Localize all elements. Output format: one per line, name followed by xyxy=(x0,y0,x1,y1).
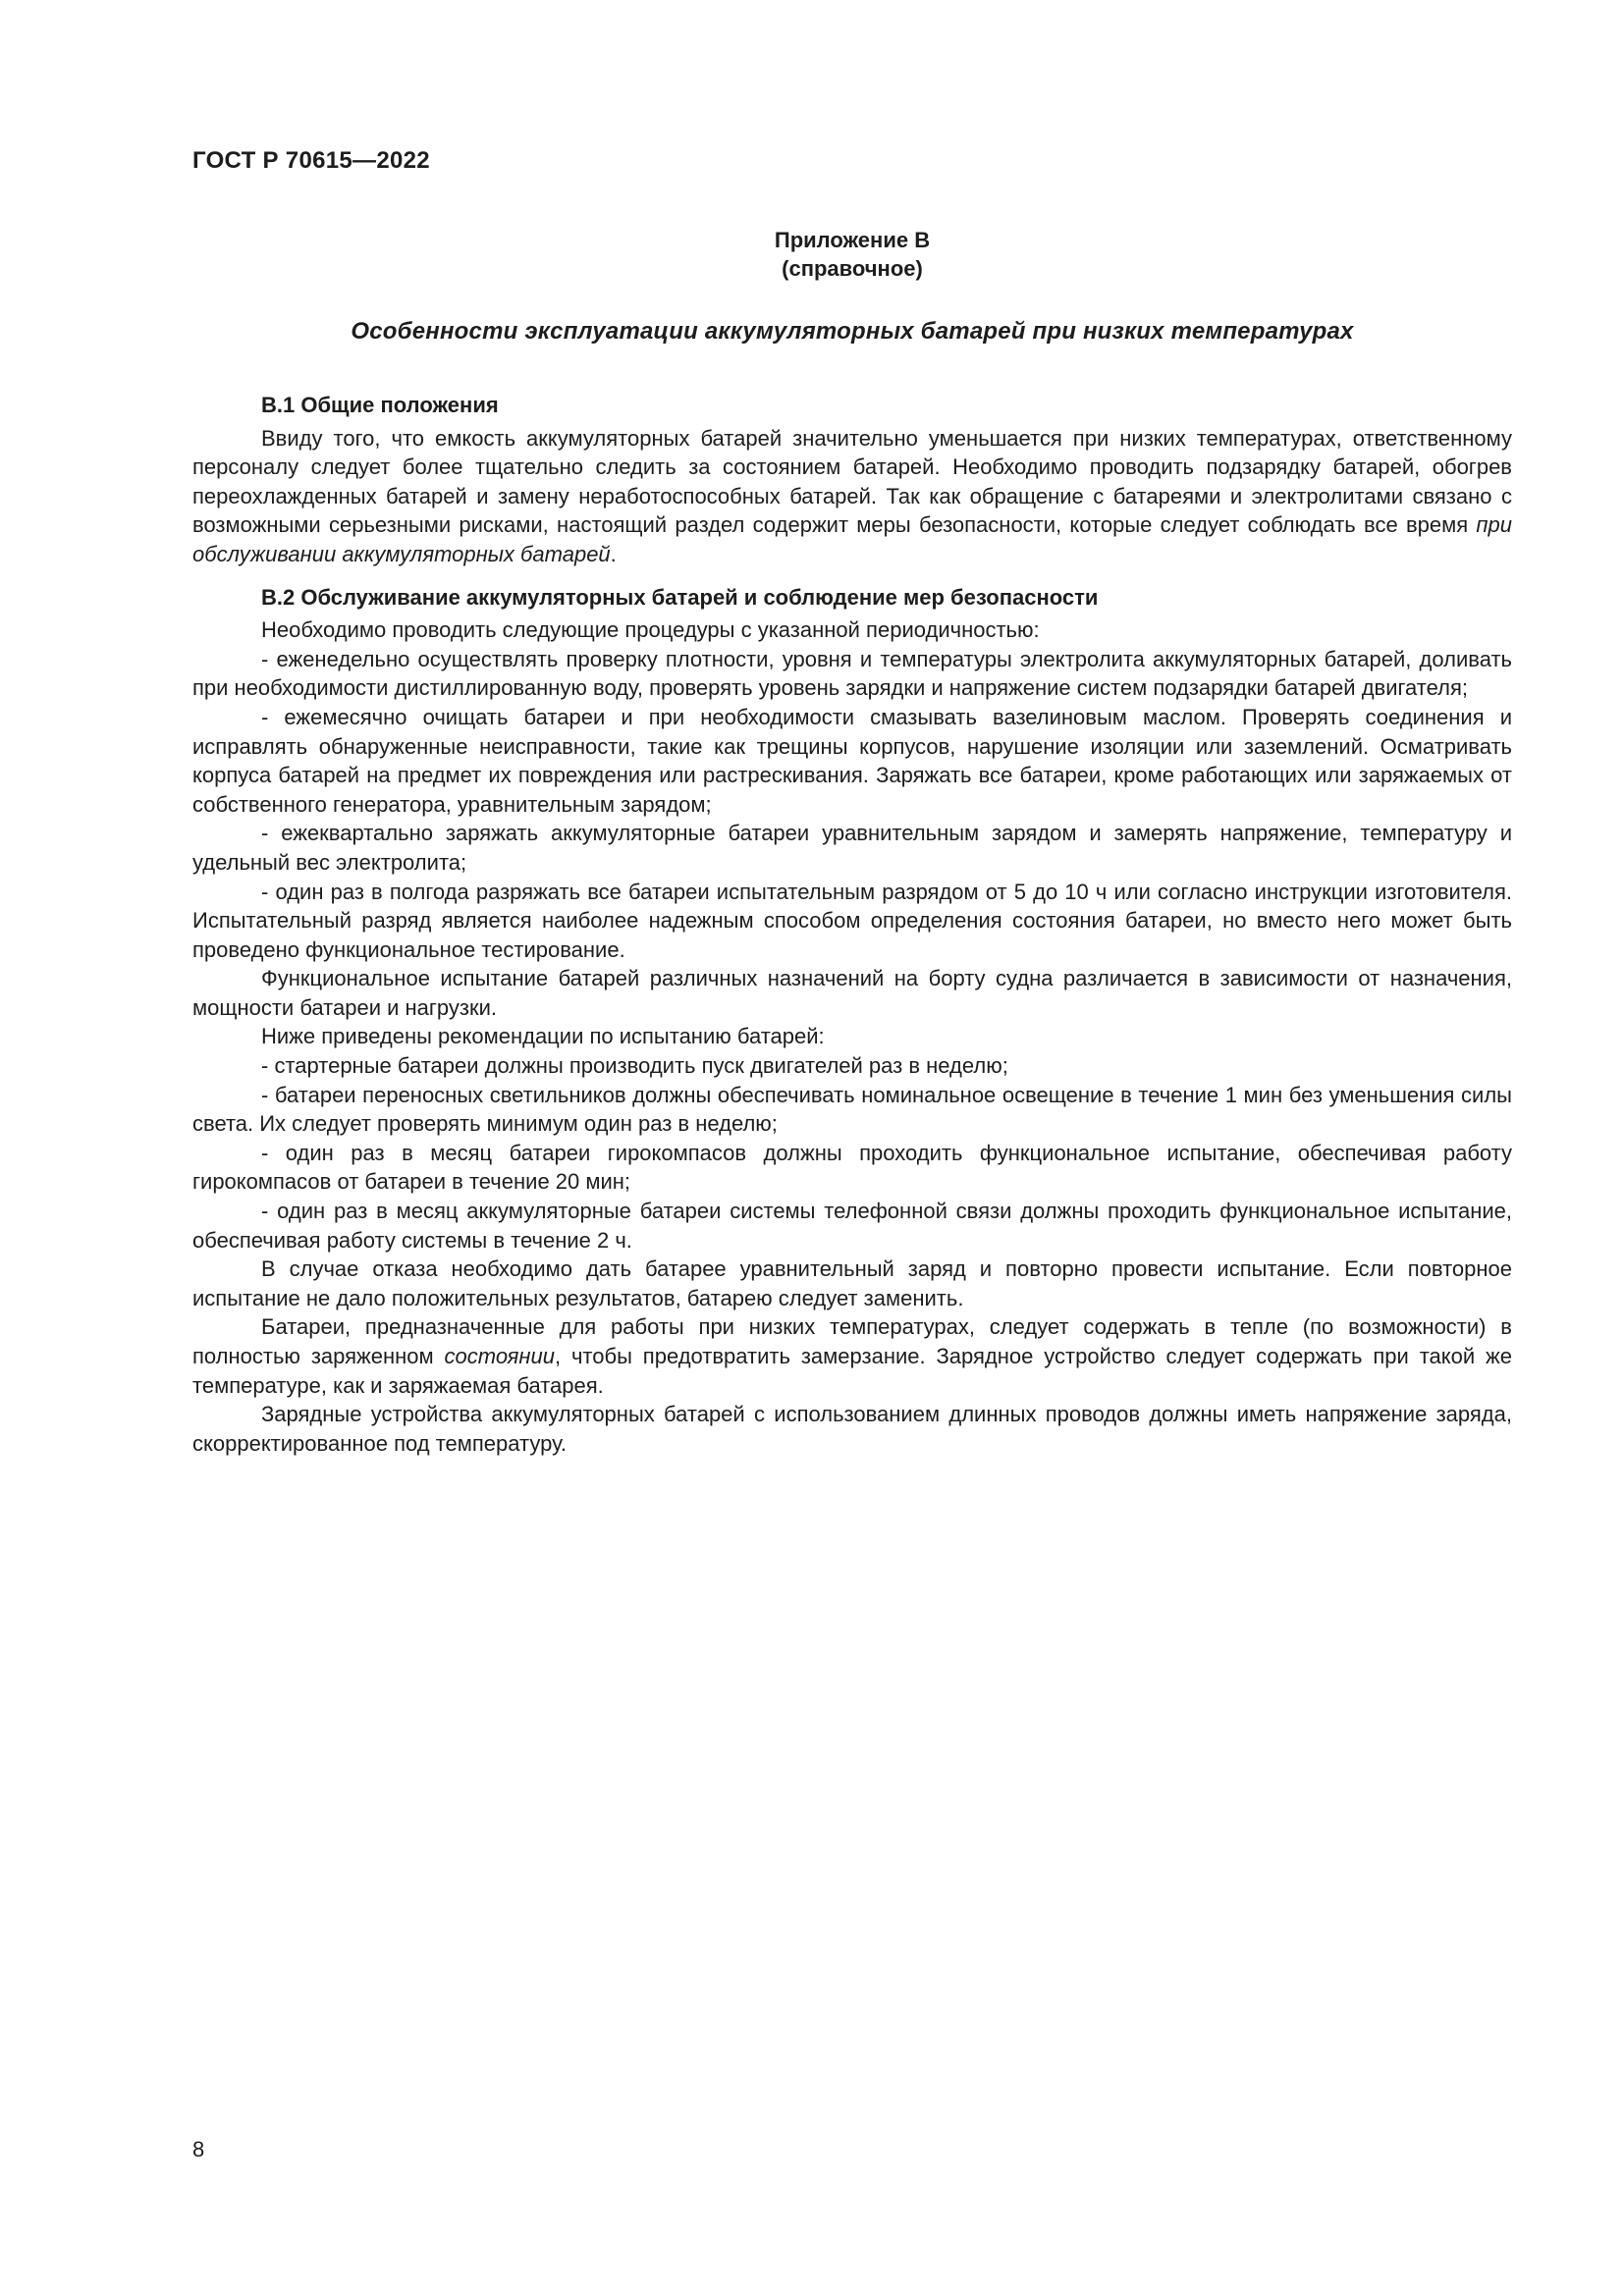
list-item-quarterly: - ежеквартально заряжать аккумуляторные батареи уравнительным зарядом и замерять напряжение, температуру и удельный вес электролита; xyxy=(192,821,1512,875)
paragraph-general-text: Ввиду того, что емкость аккумуляторных батарей значительно уменьшается при низких температурах, ответственному персоналу следует более тщательно следить за состоянием батарей. Необходимо проводить подзарядку батарей, обогрев переохлажденных батарей и замену неработоспособных батарей. Так как обращение с батареями и электролитами связано с возможными серьезными рисками, настоящий раздел содержит меры безопасности, которые следует соблюдать все время xyxy=(192,425,1512,538)
annex-heading xyxy=(192,226,1512,283)
list-item-gyrocompass: - один раз в месяц батареи гирокомпасов должны проходить функциональное испытание, обеспечивая работу гирокомпасов от батареи в течение 20 мин; xyxy=(192,1140,1512,1195)
paragraph-warm-storage-end: , чтобы предотвратить замерзание. Зарядное устройство следует содержать при такой же температуре, как и заряжаемая батарея. xyxy=(192,1344,1512,1398)
list-item-monthly: - ежемесячно очищать батареи и при необходимости смазывать вазелиновым маслом. Проверять соединения и исправлять обнаруженные неисправности, такие как трещины корпусов, нарушение изоляции или заземлений. Осматривать корпуса батарей на предмет их повреждения или растрескивания. Заряжать все батареи, кроме работающих или заряжаемых от собственного генератора, уравнительным зарядом; xyxy=(192,704,1512,817)
list-item-weekly: - еженедельно осуществлять проверку плотности, уровня и температуры электролита аккумуляторных батарей, доливать при необходимости дистиллированную воду, проверять уровень зарядки и напряжение систем подзарядки батарей двигателя; xyxy=(192,646,1512,701)
list-item-telephone: - один раз в месяц аккумуляторные батареи системы телефонной связи должны проходить функциональное испытание, обеспечивая работу системы в течение 2 ч. xyxy=(192,1199,1512,1253)
annex-label: Приложение В xyxy=(774,228,931,252)
paragraph-warm-storage xyxy=(192,1312,1512,1400)
section-heading-b1: В.1 Общие положения xyxy=(261,393,499,417)
paragraph-functional-test: Функциональное испытание батарей различных назначений на борту судна различается в зависимости от назначения, мощности батареи и нагрузки. xyxy=(192,966,1512,1020)
section-heading-b2: В.2 Обслуживание аккумуляторных батарей и соблюдение мер безопасности xyxy=(261,584,1099,610)
paragraph-chargers: Зарядные устройства аккумуляторных батарей с использованием длинных проводов должны иметь напряжение заряда, скорректированное под температуру. xyxy=(192,1402,1512,1456)
document-body xyxy=(192,391,1512,1458)
paragraph-general-italic: при обслуживании аккумуляторных батарей xyxy=(192,512,1512,566)
paragraph-warm-storage-text: Батареи, предназначенные для работы при низких температурах, следует содержать в тепле (по возможности) в полностью заряженном xyxy=(192,1314,1512,1368)
paragraph-general xyxy=(192,424,1512,569)
paragraph-general-end: . xyxy=(610,541,617,566)
document-code: ГОСТ Р 70615—2022 xyxy=(192,147,430,174)
list-item-starter-batteries: - стартерные батареи должны производить пуск двигателей раз в неделю; xyxy=(261,1053,1008,1079)
annex-status: (справочное) xyxy=(782,256,923,281)
paragraph-recommendations-intro: Ниже приведены рекомендации по испытанию батарей: xyxy=(261,1024,825,1049)
paragraph-warm-storage-italic: состоянии xyxy=(444,1344,555,1368)
paragraph-procedures-intro: Необходимо проводить следующие процедуры с указанной периодичностью: xyxy=(261,617,1040,643)
list-item-portable-lights: - батареи переносных светильников должны обеспечивать номинальное освещение в течение 1 мин без уменьшения силы света. Их следует проверять минимум один раз в неделю; xyxy=(192,1082,1512,1137)
paragraph-failure: В случае отказа необходимо дать батарее уравнительный заряд и повторно провести испытание. Если повторное испытание не дало положительных результатов, батарею следует заменить. xyxy=(192,1256,1512,1310)
page-number: 8 xyxy=(192,2137,205,2162)
list-item-half-year: - один раз в полгода разряжать все батареи испытательным разрядом от 5 до 10 ч или согласно инструкции изготовителя. Испытательный разряд является наиболее надежным способом определения состояния батареи, но вместо него может быть проведено функциональное тестирование. xyxy=(192,879,1512,962)
annex-title: Особенности эксплуатации аккумуляторных батарей при низких температурах xyxy=(351,318,1354,345)
